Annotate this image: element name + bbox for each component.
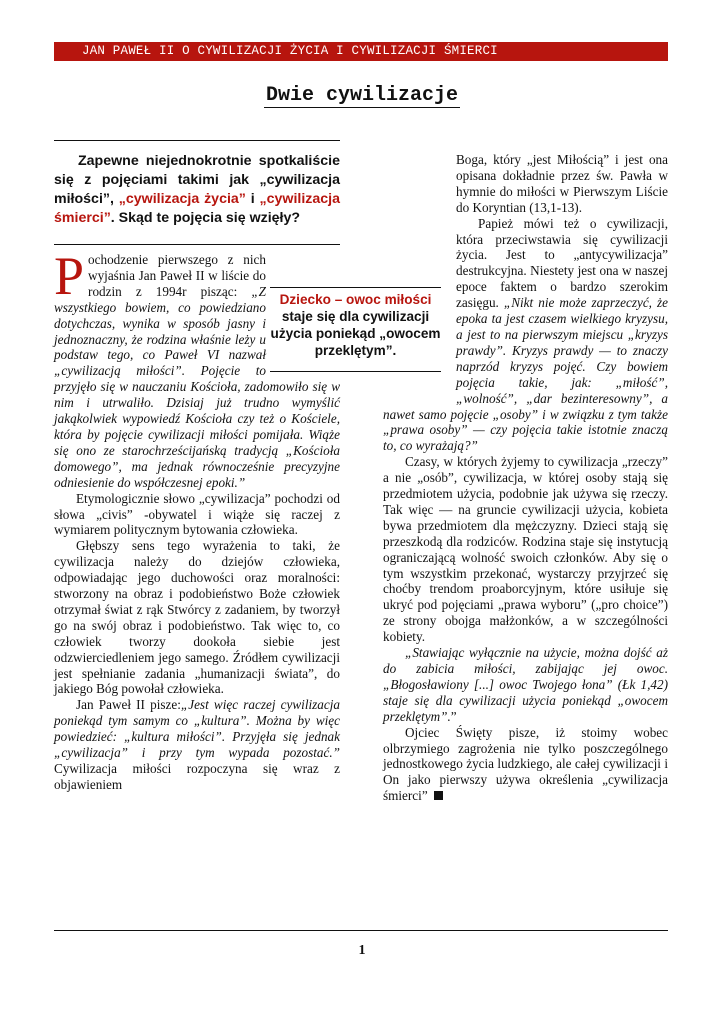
- lead-bottom-rule: [54, 244, 340, 245]
- pull-quote-spacer-right: [383, 286, 456, 406]
- paragraph-8: [383, 645, 668, 725]
- paragraph-9-text: Ojciec Święty pisze, iż stoimy wobec olbrzymiego zagrożenia nie tylko poszczególnego jednostkowego życia ludzkiego, ale całej cywilizacji i On jako pierwszy używa określenia „cywilizacja śmierci”: [383, 724, 668, 804]
- paragraph-2: Etymologicznie słowo „cywilizacja” pochodzi od słowa „civis” -obywatel i wiąże się raczej z wymiarem politycznym bytowania człowieka.: [54, 490, 340, 538]
- end-mark-icon: [434, 791, 443, 800]
- paragraph-5: Boga, który „jest Miłością” i jest ona opisana dokładnie przez św. Pawła w hymnie do miłości w Pierwszym Liście do Koryntian (13,1-13).: [456, 152, 668, 215]
- paragraph-1-quote: „Z wszystkiego bowiem, co powiedziano dotychczas, wynika w sposób jasny i jednoznaczny, że rodzina właśnie leży u podstaw tego, co Paweł VI nazwał „cywilizacją miłości”. Pojęcie to przyjęło się w nauczaniu Kościoła, zadomowiło się w nim i utrwaliło. Dzisiaj już trudno wymyślić jakąkolwiek wypowiedź Kościoła czy też o Kościele, która by pojęcie cywilizacji miłości pomijała. Wiąże się ono ze starochrześcijańską tradycją „Kościoła domowego”, ma jednak równocześnie precyzyjne odniesienie do współczesnej epoki.”: [54, 283, 340, 490]
- paragraph-4: [54, 697, 340, 792]
- paragraph-4-text: Jan Paweł II pisze:: [76, 697, 181, 713]
- paragraph-9: [383, 725, 668, 805]
- paragraph-4-tail: Cywilizacja miłości rozpoczyna się wraz z objawieniem: [54, 761, 340, 792]
- lead-text-3: . Skąd te pojęcia się wzięły?: [110, 210, 301, 226]
- paragraph-7: Czasy, w których żyjemy to cywilizacja „rzeczy” a nie „osób”, cywilizacja, w której osoby stają się przedmiotem użycia, podobnie jak używa się rzeczy. Tak więc — na gruncie cywilizacji użycia, kobieta bywa przedmiotem dla mężczyzny. Dzieci stają się przeszkodą dla rodziców. Rodzina staje się instytucją ograniczającą wolność swoich członków. Aby się o tym wszystkim przekonać, wystarczy przyjrzeć się choćby trendom proaborcyjnym, które usiłuje się ukryć pod pojęciami „prawa wyboru” („pro choice”) ze strony obojga małżonków, a w szczególności kobiety.: [383, 454, 668, 645]
- paragraph-6-text: Papież mówi też o cywilizacji, która przeciwstawia się cywilizacji życia. Jest to „antycywilizacja” destrukcyjna. Niestety jest ona w naszej epoce faktem o bardzo szerokim zasięgu.: [456, 215, 668, 311]
- pull-quote-line-2: staje się dla cywilizacji użycia poniekąd „owocem przeklętym”.: [270, 309, 441, 358]
- pull-quote-line-1: Dziecko – owoc miłości: [279, 292, 432, 307]
- paragraph-6-quote: „Nikt nie może zaprzeczyć, że epoka ta jest czasem wielkiego kryzysu, a jest to na pierwszym miejscu „kryzys prawdy”. Kryzys prawdy — to znaczy naprzód kryzys pojęć. Czy bowiem pojęcia takie, jak: „miłość”, „wolność”, „dar bezinteresowny”, a nawet samo pojęcie „osoby” i w związku z tym także „prawa osoby” — czy pojęcia takie istotnie znaczą to, co wyrażają?”: [383, 295, 669, 454]
- lead-text-2: i: [245, 191, 260, 207]
- drop-cap: P: [54, 246, 85, 306]
- lead-highlight-1: „cywilizacja życia”: [118, 191, 246, 207]
- paragraph-1-text: ochodzenie pierwszego z nich wyjaśnia Jan Paweł II w liście do rodzin z 1994r pisząc:: [88, 252, 266, 299]
- right-column: [383, 152, 668, 804]
- paragraph-8-tail: ”: [450, 708, 457, 724]
- paragraph-4-quote: „Jest więc raczej cywilizacja poniekąd tym samym co „kultura”. Można by więc powiedzieć: „kultura miłości”. Przyjęła się jednak „cywilizacja” i przy tym wypada pozostać.”: [54, 697, 340, 761]
- running-header: JAN PAWEŁ II O CYWILIZACJI ŻYCIA I CYWILIZACJI ŚMIERCI: [54, 42, 668, 61]
- lead-paragraph: [54, 152, 340, 228]
- page-number: 1: [358, 943, 366, 958]
- lead-highlight-2: „cywilizacja śmierci”: [54, 191, 340, 226]
- paragraph-8-quote: „Stawiając wyłącznie na użycie, można dojść aż do zabicia miłości, zabijając jej owoc. „Błogosławiony [...] owoc Twojego łona” (Łk 1,42) staje się dla cywilizacji użycia poniekąd „owocem przeklętym”.: [383, 645, 668, 724]
- lead-text-1: Zapewne niejednokrotnie spotkaliście się z pojęciami takimi jak „cywilizacja miłości”,: [54, 153, 340, 207]
- paragraph-3: Głębszy sens tego wyrażenia to taki, że cywilizacja należy do dziejów człowieka, odpowiadając jego duchowości oraz moralności: stworzony na obraz i podobieństwo Boże człowiek otrzymał świat z rąk Stwórcy z zadaniem, by tworzył go na swój obraz i podobieństwo. Tak więc to, co człowiek tworzy dookoła siebie jest odzwierciedleniem jego samego. Źródłem cywilizacji jest spełnianie zadania „humanizacji świata”, do jakiego Bóg powołał człowieka.: [54, 538, 340, 697]
- footer-rule: [54, 930, 668, 931]
- lead-top-rule: [54, 140, 340, 141]
- article-title: [0, 84, 724, 107]
- article-title-text: Dwie cywilizacje: [265, 84, 459, 107]
